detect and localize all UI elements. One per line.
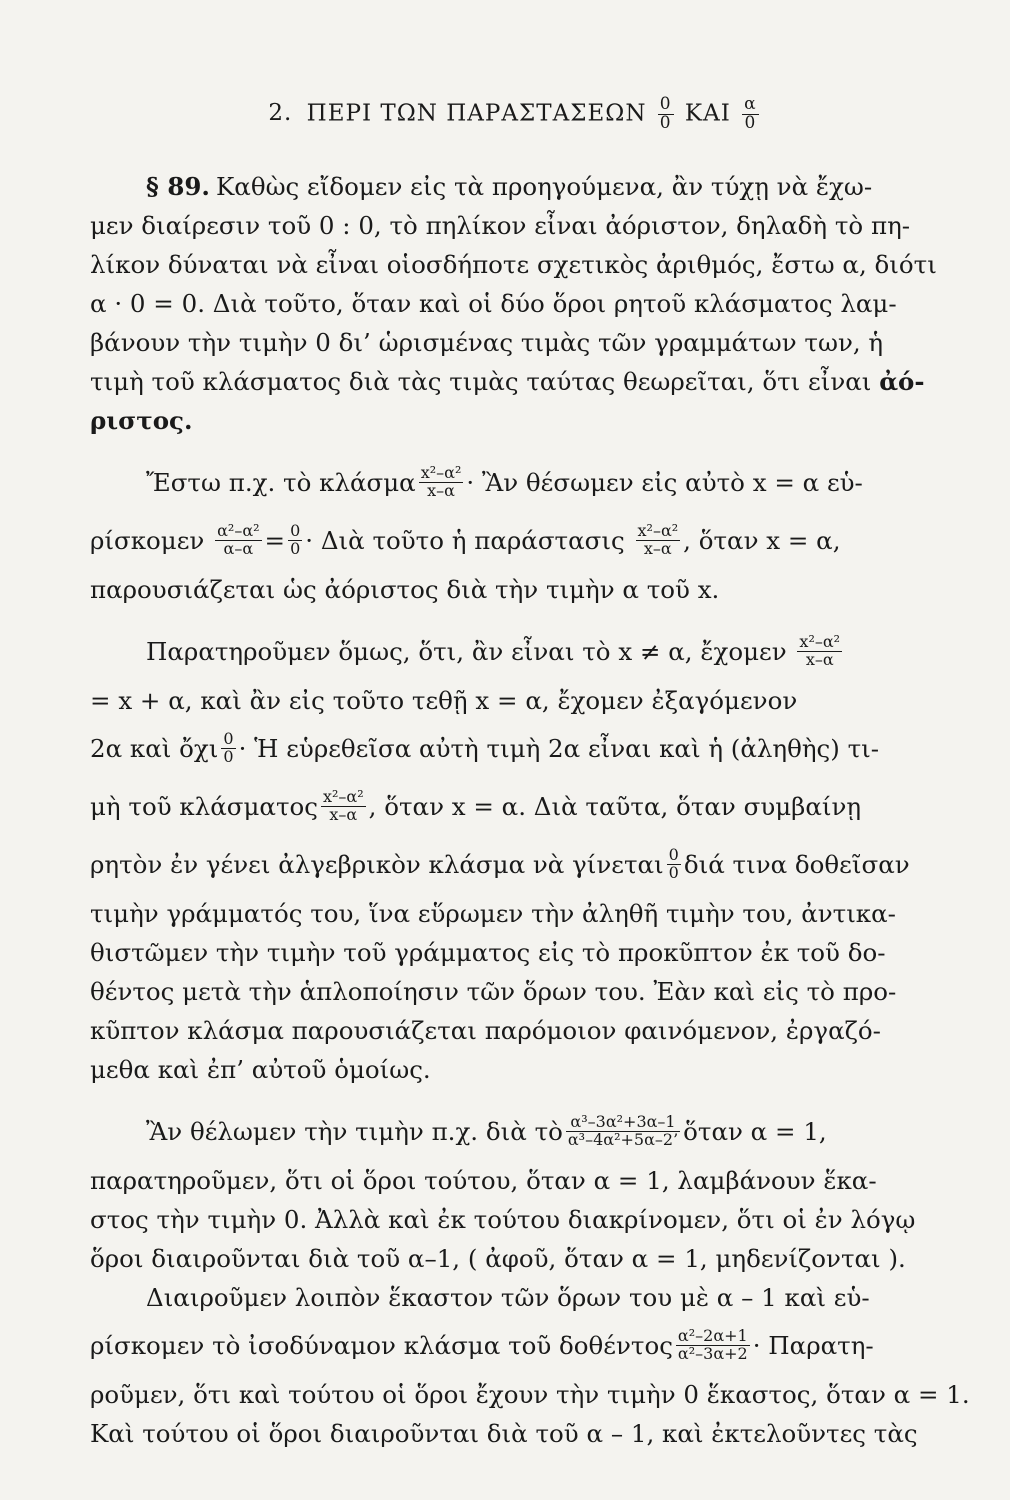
text-fragment: Ἂν θέλωμεν τὴν τιμὴν π.χ. διὰ τὸ bbox=[146, 1117, 563, 1147]
observation-line-5 bbox=[90, 836, 940, 894]
text-fragment: ρητὸν ἐν γένει ἀλγεβρικὸν κλάσμα νὰ γίνεται bbox=[90, 850, 664, 880]
bold-term: ἀό- bbox=[879, 366, 925, 396]
text-line: θέντος μετὰ τὴν ἁπλοποίησιν τῶν ὅρων του. Ἐὰν καὶ εἰς τὸ προ- bbox=[90, 976, 897, 1006]
text-fragment: ρίσκομεν bbox=[90, 526, 205, 556]
text-fragment: μὴ τοῦ κλάσματος bbox=[90, 792, 318, 822]
text-fragment: διά τινα δοθεῖσαν bbox=[683, 850, 910, 880]
text-fragment: 2α καὶ ὄχι bbox=[90, 734, 219, 764]
observation-line-4 bbox=[90, 778, 940, 836]
p89-line-3 bbox=[90, 245, 940, 284]
observation-line-6 bbox=[90, 894, 940, 933]
example2-line-1 bbox=[90, 1103, 940, 1161]
text-fragment: ρίσκομεν τὸ ἰσοδύναμον κλάσμα τοῦ δοθέντος bbox=[90, 1331, 673, 1361]
text-line: Καθὼς εἴδομεν εἰς τὰ προηγούμενα, ἂν τύχῃ νὰ ἔχω- bbox=[215, 171, 873, 201]
observation-line-10 bbox=[90, 1050, 940, 1089]
fraction-quadratic-polynomials: $\frac{\text{α²–2α+1}}{\text{α²–3α+2}}$ bbox=[677, 1326, 748, 1364]
division-line-2 bbox=[90, 1317, 940, 1375]
fraction-x2-a2-over-x-a: $\frac{\text{x²–α²}}{x-\alpha}$ bbox=[637, 521, 679, 559]
section-sign: § 89. bbox=[146, 171, 210, 201]
fraction-zero-over-zero: $\frac{0}{0}$ bbox=[223, 729, 234, 767]
text-fragment: ὅταν α = 1, bbox=[683, 1117, 827, 1147]
observation-line-9 bbox=[90, 1011, 940, 1050]
text-fragment: · Διὰ τοῦτο ἡ παράστασις bbox=[305, 526, 625, 556]
observation-line-3 bbox=[90, 720, 940, 778]
fraction-zero-over-zero: $\frac{0}{0}$ bbox=[668, 845, 679, 883]
observation-line-2 bbox=[90, 681, 940, 720]
text-line: κῦπτον κλάσμα παρουσιάζεται παρόμοιον φαινόμενον, ἐργαζό- bbox=[90, 1015, 881, 1045]
text-line: τιμὴ τοῦ κλάσματος διὰ τὰς τιμὰς ταύτας θεωρεῖται, ὅτι εἶναι bbox=[90, 366, 872, 396]
fraction-x2-a2-over-x-a: $\frac{\text{x²–α²}}{x-\alpha}$ bbox=[322, 787, 364, 825]
text-fragment: Παρατηροῦμεν ὅμως, ὅτι, ἂν εἶναι τὸ x ≠ α, ἔχομεν bbox=[146, 637, 787, 667]
division-line-1 bbox=[90, 1278, 940, 1317]
division-line-4 bbox=[90, 1414, 940, 1453]
example2-line-3 bbox=[90, 1200, 940, 1239]
section-number: 2. bbox=[268, 100, 293, 127]
text-fragment: , ὅταν x = α. Διὰ ταῦτα, ὅταν συμβαίνῃ bbox=[368, 792, 862, 822]
observation-line-1 bbox=[90, 623, 940, 681]
text-line: τιμὴν γράμματός του, ἵνα εὕρωμεν τὴν ἀληθῆ τιμὴν του, ἀντικα- bbox=[90, 898, 896, 928]
example1-line-2 bbox=[90, 512, 940, 570]
p89-line-6 bbox=[90, 362, 940, 401]
section-heading bbox=[90, 96, 940, 133]
text-line: μεν διαίρεσιν τοῦ 0 : 0, τὸ πηλίκον εἶναι ἀόριστον, δηλαδὴ τὸ πη- bbox=[90, 210, 911, 240]
equals-sign: = bbox=[264, 526, 286, 556]
p89-line-7 bbox=[90, 401, 940, 440]
fraction-x2-a2-over-x-a: $\frac{\text{x²–α²}}{x-\alpha}$ bbox=[799, 632, 841, 670]
fraction-x2-a2-over-x-a: $\frac{\text{x²–α²}}{x-\alpha}$ bbox=[420, 463, 462, 501]
text-line: στος τὴν τιμὴν 0. Ἀλλὰ καὶ ἐκ τούτου διακρίνομεν, ὅτι οἱ ἐν λόγῳ bbox=[90, 1204, 916, 1234]
p89-line-4 bbox=[90, 284, 940, 323]
text-line: παρουσιάζεται ὡς ἀόριστος διὰ τὴν τιμὴν α τοῦ x. bbox=[90, 574, 720, 604]
text-fragment: Ἔστω π.χ. τὸ κλάσμα bbox=[146, 468, 416, 498]
heading-fraction-alpha-over-zero: $\frac{\alpha}{0}$ bbox=[744, 94, 757, 133]
text-line: παρατηροῦμεν, ὅτι οἱ ὅροι τούτου, ὅταν α = 1, λαμβάνουν ἕκα- bbox=[90, 1165, 877, 1195]
section-and: ΚΑΙ bbox=[684, 100, 731, 127]
example2-line-4 bbox=[90, 1239, 940, 1278]
text-line: Καὶ τούτου οἱ ὅροι διαιροῦνται διὰ τοῦ α – 1, καὶ ἐκτελοῦντες τὰς bbox=[90, 1418, 918, 1448]
text-fragment: · Ἡ εὑρεθεῖσα αὐτὴ τιμὴ 2α εἶναι καὶ ἡ (ἀληθὴς) τι- bbox=[238, 734, 880, 764]
fraction-zero-over-zero: $\frac{0}{0}$ bbox=[290, 521, 301, 559]
text-line: μεθα καὶ ἐπ’ αὐτοῦ ὁμοίως. bbox=[90, 1054, 431, 1084]
p89-line-2 bbox=[90, 206, 940, 245]
text-fragment: · Παρατη- bbox=[752, 1331, 874, 1361]
division-line-3 bbox=[90, 1375, 970, 1414]
text-line: βάνουν τὴν τιμὴν 0 δι’ ὡρισμένας τιμὰς τῶν γραμμάτων των, ἡ bbox=[90, 327, 884, 357]
text-line: λίκον δύναται νὰ εἶναι οἱοσδήποτε σχετικὸς ἀριθμός, ἔστω α, διότι bbox=[90, 249, 937, 279]
heading-fraction-zero-over-zero: $\frac{0}{0}$ bbox=[659, 94, 672, 133]
text-line: Διαιροῦμεν λοιπὸν ἕκαστον τῶν ὅρων του μὲ α – 1 καὶ εὑ- bbox=[146, 1282, 870, 1312]
text-line: ροῦμεν, ὅτι καὶ τούτου οἱ ὅροι ἔχουν τὴν τιμὴν 0 ἕκαστος, ὅταν α = 1. bbox=[90, 1379, 970, 1409]
p89-line-1 bbox=[90, 167, 940, 206]
text-line: = x + α, καὶ ἂν εἰς τοῦτο τεθῇ x = α, ἔχομεν ἐξαγόμενον bbox=[90, 685, 798, 715]
bold-term: ριστος. bbox=[90, 405, 193, 435]
text-line: α · 0 = 0. Διὰ τοῦτο, ὅταν καὶ οἱ δύο ὅροι ρητοῦ κλάσματος λαμ- bbox=[90, 288, 897, 318]
body-text bbox=[90, 167, 970, 1453]
p89-line-5 bbox=[90, 323, 940, 362]
observation-line-7 bbox=[90, 933, 940, 972]
text-line: θιστῶμεν τὴν τιμὴν τοῦ γράμματος εἰς τὸ προκῦπτον ἐκ τοῦ δο- bbox=[90, 937, 886, 967]
text-fragment: · Ἂν θέσωμεν εἰς αὐτὸ x = α εὑ- bbox=[466, 468, 863, 498]
fraction-a2-a2-over-a-a: $\frac{\text{α²–α²}}{\alpha-\alpha}$ bbox=[217, 521, 260, 559]
section-title: ΠΕΡΙ ΤΩΝ ΠΑΡΑΣΤΑΣΕΩΝ bbox=[306, 100, 647, 127]
text-fragment: , ὅταν x = α, bbox=[683, 526, 841, 556]
example1-line-1 bbox=[90, 454, 940, 512]
text-line: ὅροι διαιροῦνται διὰ τοῦ α–1, ( ἀφοῦ, ὅταν α = 1, μηδενίζονται ). bbox=[90, 1243, 906, 1273]
example2-line-2 bbox=[90, 1161, 940, 1200]
fraction-cubic-polynomials: $\frac{\text{α³–3α²+3α–1}}{\text{α³–4α²+5α–2’}}$ bbox=[567, 1112, 679, 1150]
example1-line-3 bbox=[90, 570, 940, 609]
observation-line-8 bbox=[90, 972, 940, 1011]
